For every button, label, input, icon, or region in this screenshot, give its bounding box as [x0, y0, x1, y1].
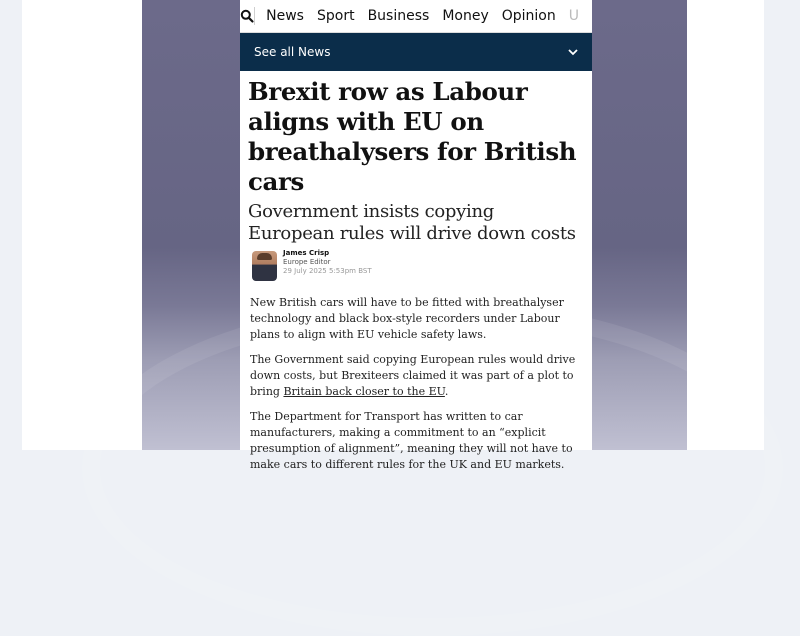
brexit-link[interactable]: Britain back closer to the EU — [283, 385, 444, 398]
standfirst: Government insists copying European rules will drive down costs — [240, 197, 592, 245]
headline: Brexit row as Labour aligns with EU on breathalysers for British cars — [240, 71, 592, 197]
paragraph-2 — [250, 352, 582, 400]
post-frame — [22, 0, 764, 450]
author-name[interactable]: James Crisp — [283, 249, 372, 258]
byline-text — [283, 249, 372, 276]
nav-item-money[interactable]: Money — [442, 8, 488, 24]
byline — [240, 245, 592, 287]
paragraph-2-text: The Government said copying European rules would drive down costs, but Brexiteers claimed it was part of a plot to bring — [250, 353, 575, 398]
paragraph-2-end: . — [445, 385, 449, 398]
search-icon[interactable] — [240, 9, 254, 23]
author-role: Europe Editor — [283, 258, 372, 267]
nav-item-business[interactable]: Business — [368, 8, 430, 24]
avatar — [252, 251, 277, 281]
section-label: See all News — [254, 45, 330, 59]
chevron-down-icon[interactable] — [568, 45, 578, 59]
nav-item-truncated[interactable]: U — [569, 8, 579, 24]
nav-item-sport[interactable]: Sport — [317, 8, 355, 24]
article-body — [240, 287, 592, 473]
publish-date: 29 July 2025 5:53pm BST — [283, 267, 372, 276]
nav-item-news[interactable]: News — [266, 8, 304, 24]
article-screenshot — [240, 0, 592, 450]
paragraph-3: The Department for Transport has written to car manufacturers, making a commitment to an “explicit presumption of alignment”, meaning they will not have to make cars to different rules for the UK and EU markets. — [250, 409, 582, 473]
top-nav — [240, 0, 592, 33]
nav-item-opinion[interactable]: Opinion — [502, 8, 556, 24]
paragraph-1: New British cars will have to be fitted with breathalyser technology and black box-style recorders under Labour plans to align with EU vehicle safety laws. — [250, 295, 582, 343]
section-bar[interactable] — [240, 33, 592, 71]
